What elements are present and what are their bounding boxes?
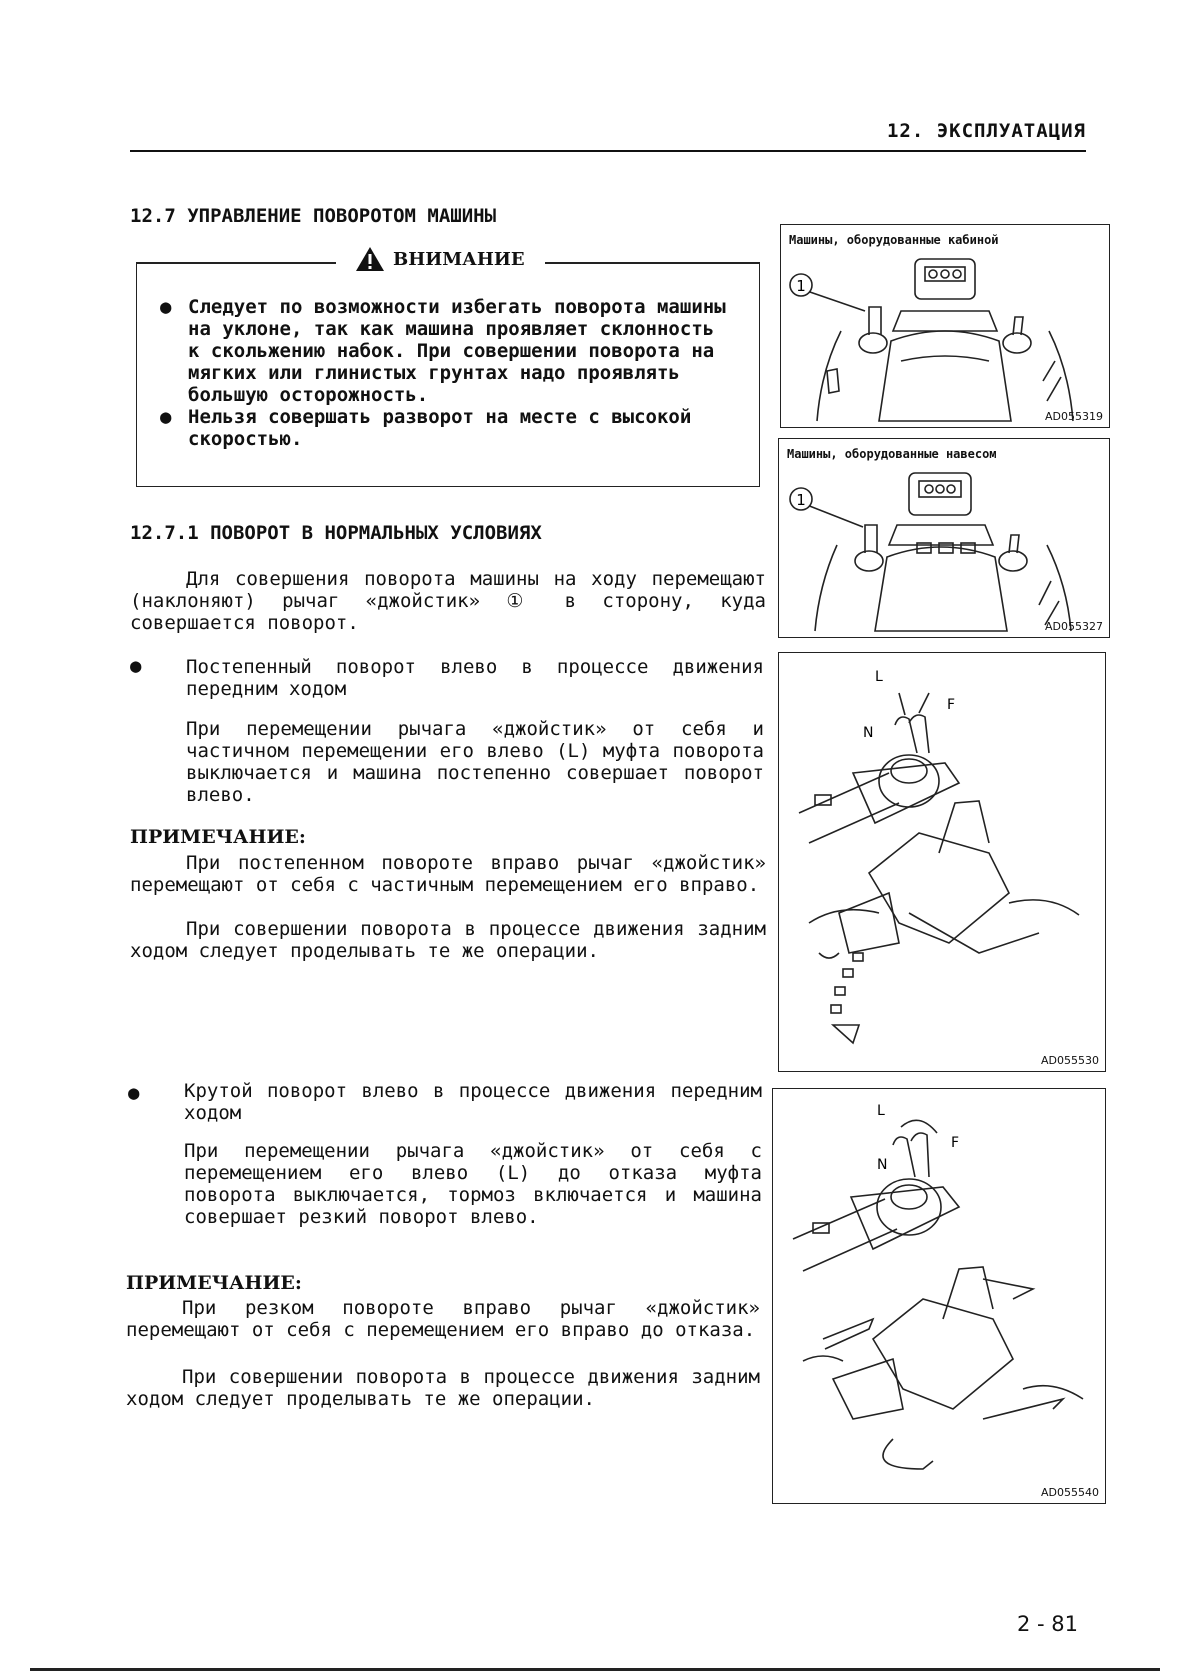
lever-label-l: L xyxy=(877,1103,885,1119)
lever-label-n: N xyxy=(863,725,874,741)
warning-item: ● Следует по возможности избегать поворота машины на уклоне, так как машина проявляет склонность к скольжению набок. При совершении поворота на мягких или глинистых грунтах надо проявлять большую осторожность. xyxy=(160,296,726,406)
gradual-turn-illustration xyxy=(779,653,1105,1071)
canopy-controls-illustration xyxy=(779,465,1109,635)
lever-label-f: F xyxy=(947,697,956,713)
section-title: 12.7 УПРАВЛЕНИЕ ПОВОРОТОМ МАШИНЫ xyxy=(130,205,497,227)
sharp-note-2: При совершении поворота в процессе движения задним ходом следует проделывать те же операции. xyxy=(126,1366,760,1410)
lever-label-l: L xyxy=(875,669,883,685)
figure-code: AD055540 xyxy=(1041,1486,1099,1499)
sharp-turn-heading: Крутой поворот влево в процессе движения передним ходом xyxy=(184,1080,762,1124)
intro-paragraph: Для совершения поворота машины на ходу перемещают (наклоняют) рычаг «джойстик» ① в сторону, куда совершается поворот. xyxy=(130,568,766,634)
page-number: 2 - 81 xyxy=(1016,1612,1078,1636)
cab-controls-illustration xyxy=(781,251,1109,425)
bullet-marker: ● xyxy=(130,655,142,677)
note-title: ПРИМЕЧАНИЕ: xyxy=(130,826,306,848)
figure-caption: Машины, оборудованные кабиной xyxy=(789,233,999,247)
figure-code: AD055530 xyxy=(1041,1054,1099,1067)
bullet-marker: ● xyxy=(128,1082,140,1104)
figure-gradual-turn xyxy=(778,652,1106,1072)
warning-body xyxy=(160,296,735,450)
warning-header xyxy=(355,246,525,272)
sharp-turn-text: При перемещении рычага «джойстик» от себя с перемещением его влево (L) до отказа муфта поворота выключается, тормоз включается и машина совершает резкий поворот влево. xyxy=(184,1140,762,1228)
lever-label-f: F xyxy=(951,1135,960,1151)
gradual-turn-text: При перемещении рычага «джойстик» от себя и частичном перемещении его влево (L) муфта поворота выключается и машина постепенно совершает поворот влево. xyxy=(186,718,764,806)
gradual-note-1: При постепенном повороте вправо рычаг «джойстик» перемещают от себя с частичным перемещением его вправо. xyxy=(130,852,766,896)
figure-code: AD055327 xyxy=(1045,620,1103,633)
subsection-title: 12.7.1 ПОВОРОТ В НОРМАЛЬНЫХ УСЛОВИЯХ xyxy=(130,522,542,544)
lever-label-n: N xyxy=(877,1157,888,1173)
gradual-turn-heading: Постепенный поворот влево в процессе движения передним ходом xyxy=(186,656,764,700)
figure-caption: Машины, оборудованные навесом xyxy=(787,447,997,461)
warning-title: ВНИМАНИЕ xyxy=(393,248,525,270)
bottom-rule xyxy=(30,1668,1160,1671)
callout-label: 1 xyxy=(796,491,806,509)
gradual-note-2: При совершении поворота в процессе движения задним ходом следует проделывать те же операции. xyxy=(130,918,766,962)
sharp-turn-illustration xyxy=(773,1089,1105,1503)
header-rule xyxy=(130,150,1086,152)
figure-cab-controls xyxy=(780,224,1110,428)
callout-label: 1 xyxy=(796,277,806,295)
figure-code: AD055319 xyxy=(1045,410,1103,423)
warning-item: ● Нельзя совершать разворот на месте с высокой скоростью. xyxy=(160,406,692,450)
note-title: ПРИМЕЧАНИЕ: xyxy=(126,1272,302,1294)
running-header: 12. ЭКСПЛУАТАЦИЯ xyxy=(886,120,1086,142)
figure-sharp-turn xyxy=(772,1088,1106,1504)
warning-triangle-icon xyxy=(355,246,385,272)
figure-canopy-controls xyxy=(778,438,1110,638)
sharp-note-1: При резком повороте вправо рычаг «джойстик» перемещают от себя с перемещением его вправо до отказа. xyxy=(126,1297,760,1341)
